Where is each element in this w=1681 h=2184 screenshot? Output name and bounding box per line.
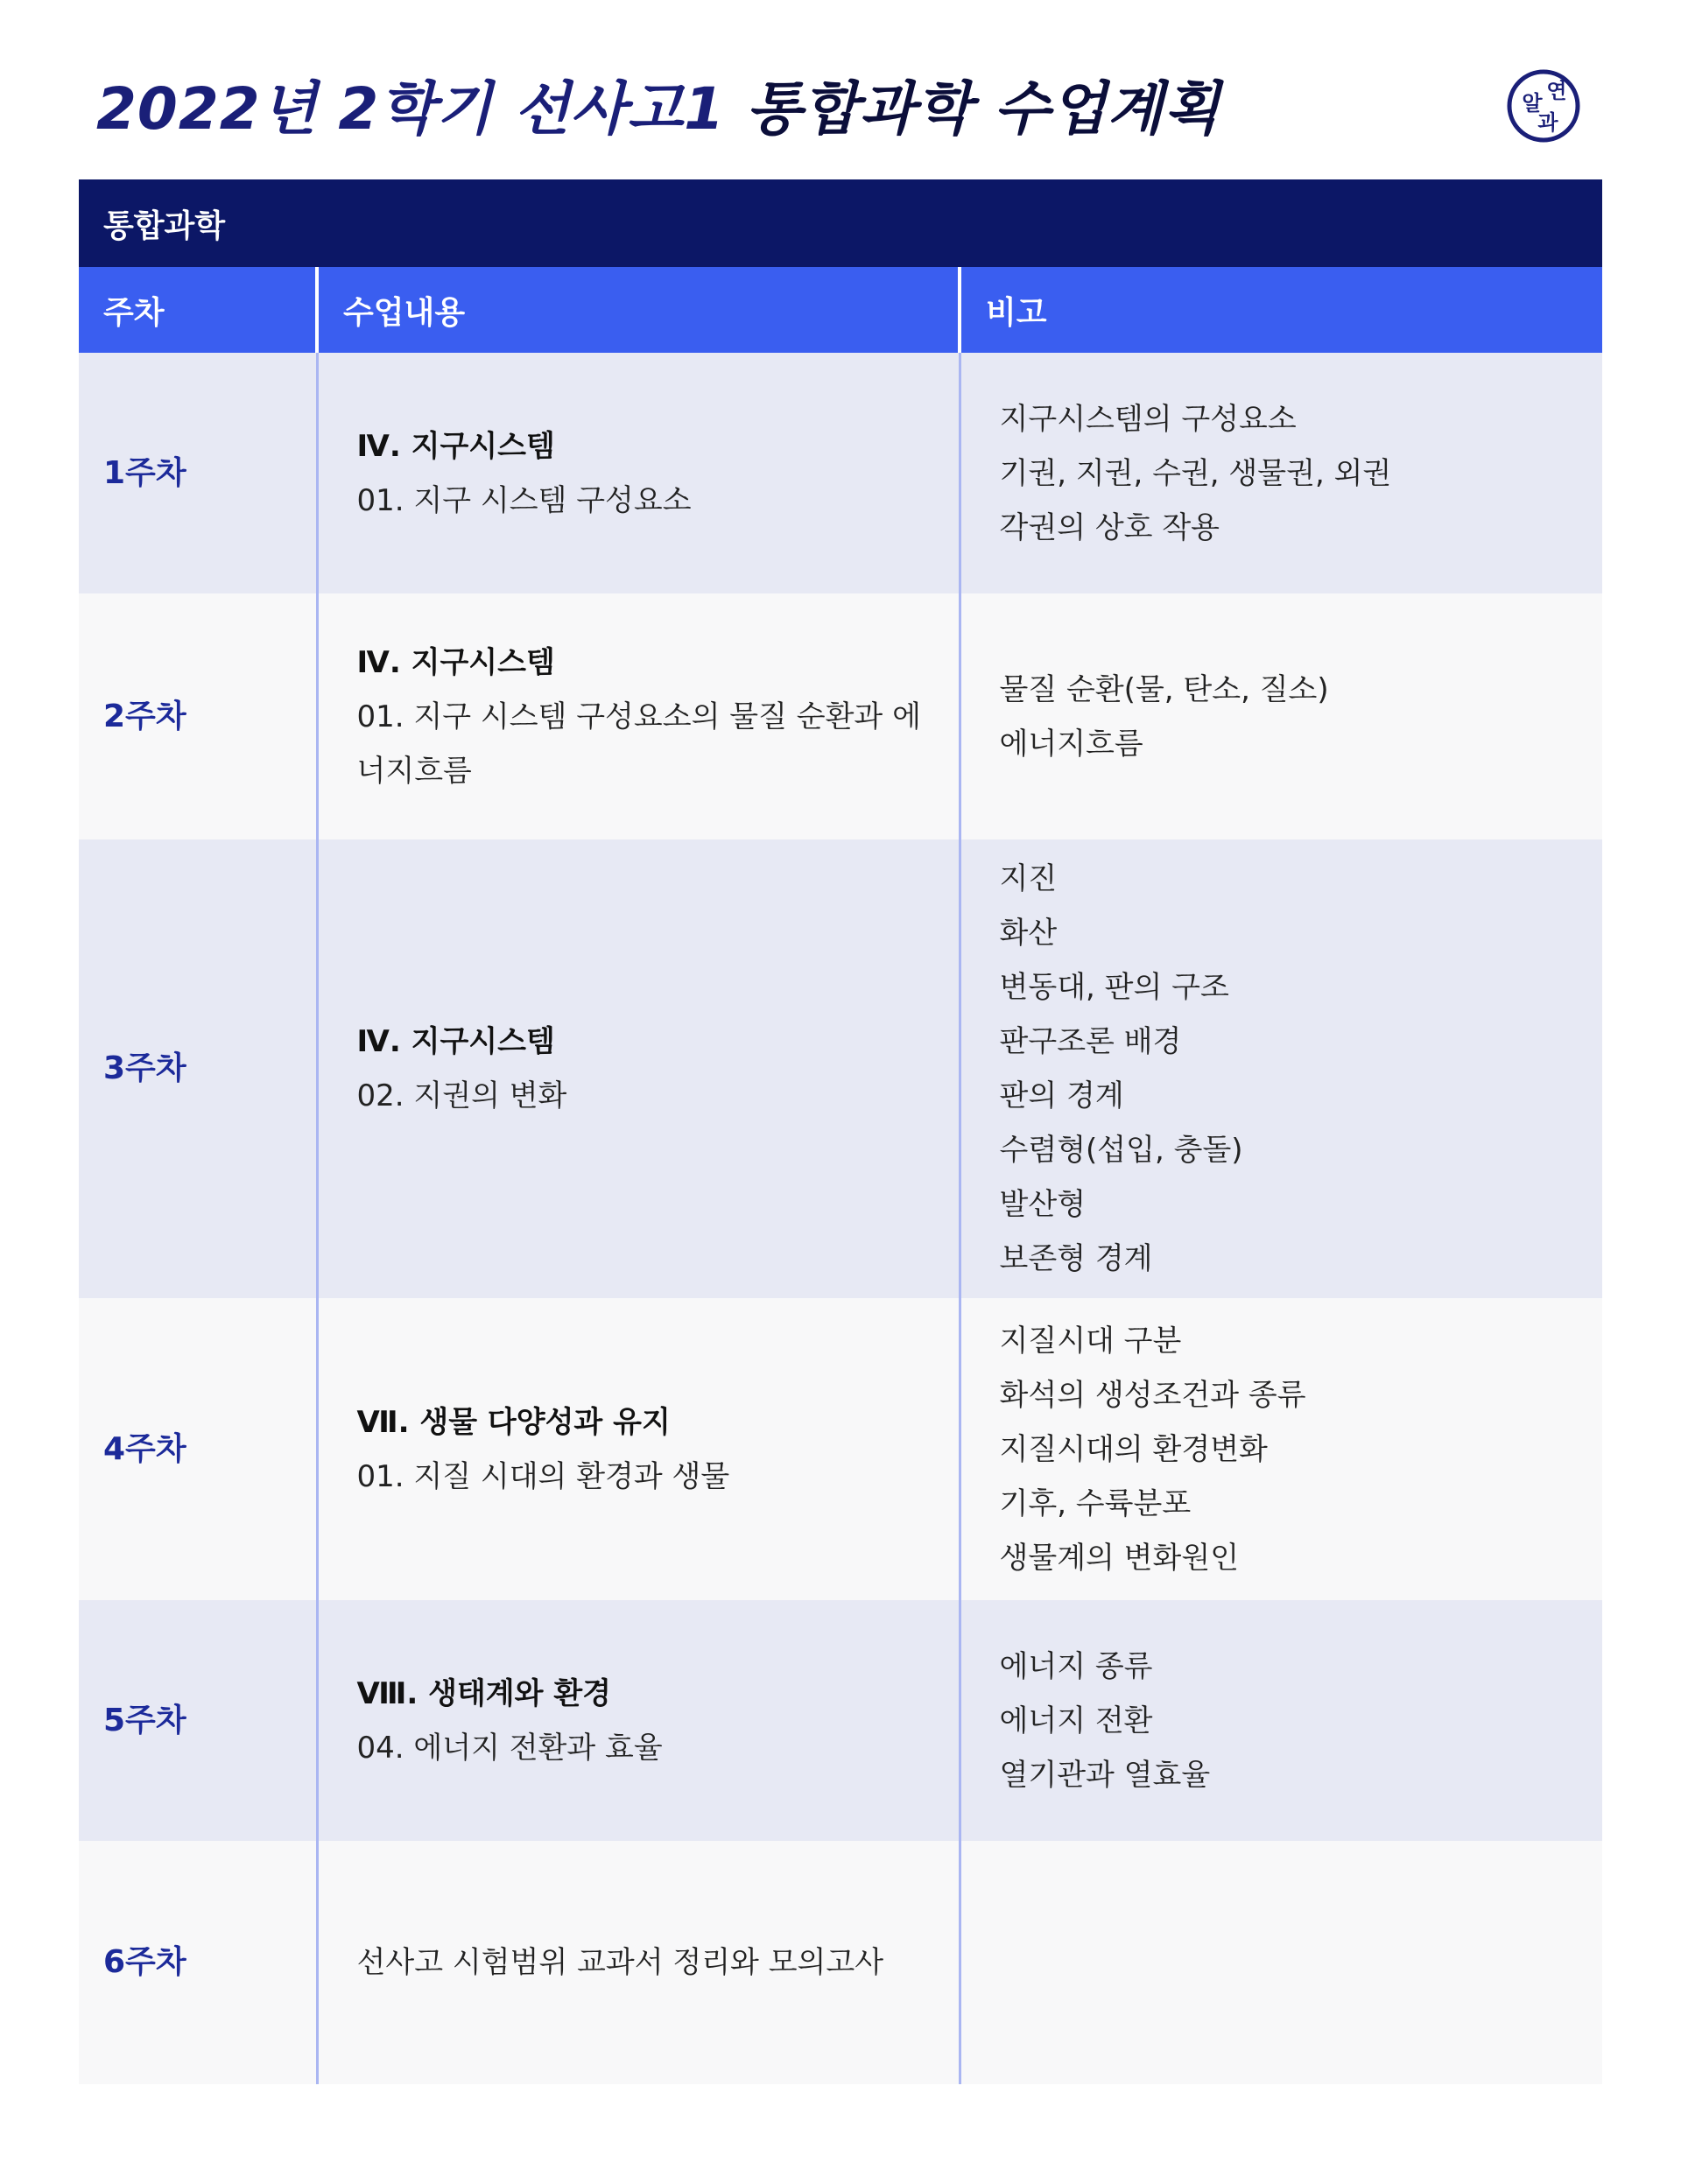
note-item: 지질시대의 환경변화 <box>999 1431 1268 1467</box>
note-item: 지구시스템의 구성요소 <box>999 401 1297 437</box>
notes-cell <box>960 1841 1602 2084</box>
note-item: 화석의 생성조건과 종류 <box>999 1377 1306 1413</box>
section-header: 통합과학 <box>79 179 1602 267</box>
unit-title: Ⅳ. 지구시스템 <box>356 428 555 464</box>
note-item: 각권의 상호 작용 <box>999 509 1220 545</box>
note-item: 발산형 <box>999 1187 1087 1222</box>
week-cell: 3주차 <box>79 839 317 1298</box>
content-cell <box>317 593 960 839</box>
note-item: 에너지 전환 <box>999 1703 1153 1738</box>
note-item: 물질 순환(물, 탄소, 질소) <box>999 671 1329 707</box>
note-item: 기후, 수륙분포 <box>999 1485 1192 1521</box>
note-item: 열기관과 열효율 <box>999 1757 1211 1793</box>
week-cell: 4주차 <box>79 1298 317 1600</box>
logo-text-3: 과 <box>1537 110 1558 135</box>
note-item: 화산 <box>999 916 1058 951</box>
note-item: 지진 <box>999 861 1058 896</box>
lesson-plan-table <box>79 179 1602 2084</box>
table-row <box>79 839 1602 1298</box>
note-item: 생물계의 변화원인 <box>999 1540 1240 1576</box>
table-row <box>79 593 1602 839</box>
lesson-title: 02. 지권의 변화 <box>356 1078 567 1113</box>
note-item: 에너지흐름 <box>999 726 1143 762</box>
week-cell: 6주차 <box>79 1841 317 2084</box>
table-row <box>79 1298 1602 1600</box>
col-header-notes: 비고 <box>960 267 1602 353</box>
col-header-content: 수업내용 <box>317 267 960 353</box>
week-cell: 2주차 <box>79 593 317 839</box>
logo-text-1: 연 <box>1546 79 1567 103</box>
notes-cell <box>960 1600 1602 1841</box>
col-header-week: 주차 <box>79 267 317 353</box>
unit-title: Ⅷ. 생태계와 환경 <box>356 1675 612 1711</box>
content-cell <box>317 839 960 1298</box>
table-row <box>79 353 1602 593</box>
week-cell: 5주차 <box>79 1600 317 1841</box>
note-item: 에너지 종류 <box>999 1648 1153 1684</box>
page-title <box>96 75 1221 143</box>
unit-title: Ⅶ. 생물 다양성과 유지 <box>356 1404 671 1440</box>
lesson-title: 04. 에너지 전환과 효율 <box>356 1730 663 1766</box>
note-item: 수렴형(섭입, 충돌) <box>999 1133 1243 1168</box>
week-cell: 1주차 <box>79 353 317 593</box>
logo-text-2: 알 <box>1522 91 1543 116</box>
lesson-title: 01. 지질 시대의 환경과 생물 <box>356 1458 730 1494</box>
unit-title: Ⅳ. 지구시스템 <box>356 644 555 680</box>
lesson-title: 01. 지구 시스템 구성요소 <box>356 482 692 518</box>
notes-cell <box>960 839 1602 1298</box>
unit-title: Ⅳ. 지구시스템 <box>356 1024 555 1059</box>
content-cell <box>317 1600 960 1841</box>
content-cell <box>317 1298 960 1600</box>
note-item: 판의 경계 <box>999 1078 1124 1113</box>
title-part2: 통합과학 수업계획 <box>746 75 1221 143</box>
table-row <box>79 1841 1602 2084</box>
notes-cell <box>960 593 1602 839</box>
logo-icon <box>1506 68 1581 144</box>
title-part1: 2022년 2학기 선사고1 <box>96 75 726 143</box>
lesson-title: 선사고 시험범위 교과서 정리와 모의고사 <box>356 1945 884 1980</box>
notes-cell <box>960 1298 1602 1600</box>
notes-cell <box>960 353 1602 593</box>
note-item: 보존형 경계 <box>999 1241 1153 1276</box>
table-row <box>79 1600 1602 1841</box>
lesson-title: 01. 지구 시스템 구성요소의 물질 순환과 에너지흐름 <box>356 699 921 789</box>
content-cell <box>317 1841 960 2084</box>
note-item: 변동대, 판의 구조 <box>999 970 1229 1005</box>
note-item: 기권, 지권, 수권, 생물권, 외권 <box>999 455 1392 491</box>
content-cell <box>317 353 960 593</box>
note-item: 판구조론 배경 <box>999 1024 1182 1059</box>
note-item: 지질시대 구분 <box>999 1323 1182 1359</box>
